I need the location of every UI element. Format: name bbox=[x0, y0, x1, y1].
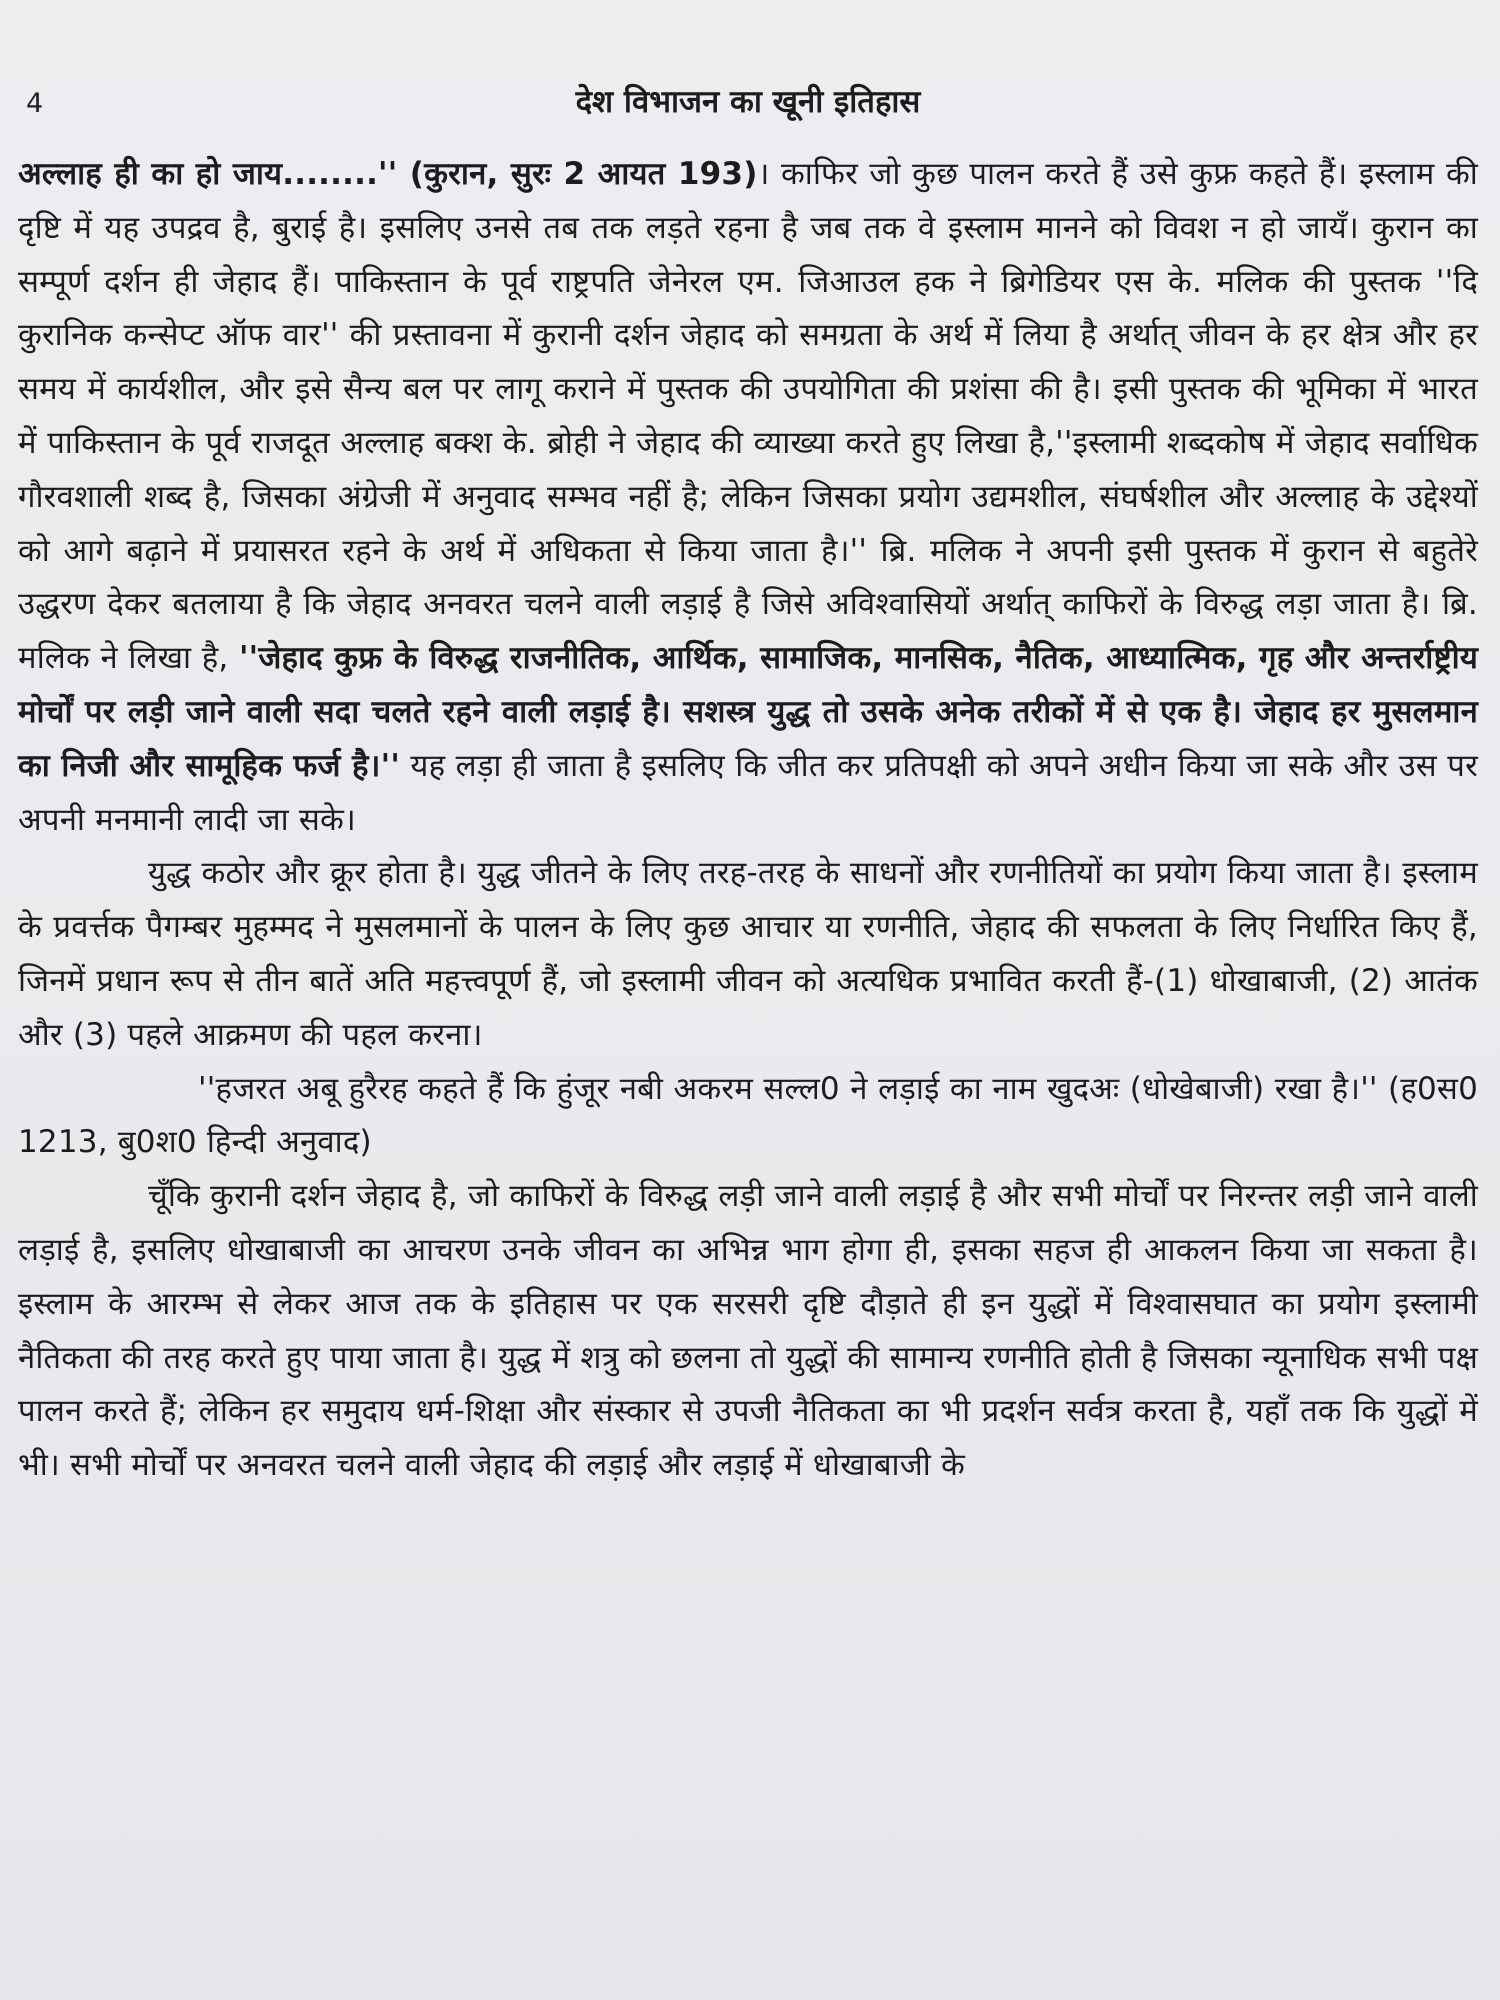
quran-citation: अल्लाह ही का हो जाय........'' (कुरान, सुरः 2 आयत 193) bbox=[18, 156, 758, 192]
paragraph-2: युद्ध कठोर और क्रूर होता है। युद्ध जीतने के लिए तरह-तरह के साधनों और रणनीतियों का प्रयोग किया जाता है। इस्लाम के प्रवर्त्तक पैगम्बर मुहम्मद ने मुसलमानों के पालन के लिए कुछ आचार या रणनीति, जेहाद की सफलता के लिए निर्धारित किए हैं, जिनमें प्रधान रूप से तीन बातें अति महत्त्वपूर्ण हैं, जो इस्लामी जीवन को अत्यधिक प्रभावित करती हैं-(1) धोखाबाजी, (2) आतंक और (3) पहले आक्रमण की पहल करना। bbox=[18, 855, 1478, 1053]
paragraph-1-text: । काफिर जो कुछ पालन करते हैं उसे कुफ्र कहते हैं। इस्लाम की दृष्टि में यह उपद्रव है, बुराई है। इसलिए उनसे तब तक लड़ते रहना है जब तक वे इस्लाम मानने को विवश न हो जायँ। कुरान का सम्पूर्ण दर्शन ही जेहाद हैं। पाकिस्तान के पूर्व राष्ट्रपति जेनेरल एम. जिआउल हक ने ब्रिगेडियर एस के. मलिक की पुस्तक ''दि कुरानिक कन्सेप्ट ऑफ वार'' की प्रस्तावना में कुरानी दर्शन जेहाद को समग्रता के अर्थ में लिया है अर्थात् जीवन के हर क्षेत्र और हर समय में कार्यशील, और इसे सैन्य बल पर लागू कराने में पुस्तक की उपयोगिता की प्रशंसा की है। इसी पुस्तक की भूमिका में भारत में पाकिस्तान के पूर्व राजदूत अल्लाह बक्श के. ब्रोही ने जेहाद की व्याख्या करते हुए लिखा है,''इस्लामी शब्दकोष में जेहाद सर्वाधिक गौरवशाली शब्द है, जिसका अंग्रेजी में अनुवाद सम्भव नहीं है; लेकिन जिसका प्रयोग उद्यमशील, संघर्षशील और अल्लाह के उद्देश्यों को आगे बढ़ाने में प्रयासरत रहने के अर्थ में अधिकता से किया जाता है।'' ब्रि. मलिक ने अपनी इसी पुस्तक में कुरान से बहुतेरे उद्धरण देकर बतलाया है कि जेहाद अनवरत चलने वाली लड़ाई है जिसे अविश्वासियों अर्थात् काफिरों के विरुद्ध लड़ा जाता है। ब्रि. मलिक ने लिखा है, bbox=[18, 156, 1478, 677]
paragraph-3: चूँकि कुरानी दर्शन जेहाद है, जो काफिरों के विरुद्ध लड़ी जाने वाली लड़ाई है और सभी मोर्चों पर निरन्तर लड़ी जाने वाली लड़ाई है, इसलिए धोखाबाजी का आचरण उनके जीवन का अभिन्न भाग होगा ही, इसका सहज ही आकलन किया जा सकता है। इस्लाम के आरम्भ से लेकर आज तक के इतिहास पर एक सरसरी दृष्टि दौड़ाते ही इन युद्धों में विश्वासघात का प्रयोग इस्लामी नैतिकता की तरह करते हुए पाया जाता है। युद्ध में शत्रु को छलना तो युद्धों की सामान्य रणनीति होती है जिसका न्यूनाधिक सभी पक्ष पालन करते हैं; लेकिन हर समुदाय धर्म-शिक्षा और संस्कार से उपजी नैतिकता का भी प्रदर्शन सर्वत्र करता है, यहाँ तक कि युद्धों में भी। सभी मोर्चों पर अनवरत चलने वाली जेहाद की लड़ाई और लड़ाई में धोखाबाजी के bbox=[18, 1178, 1478, 1484]
page-header bbox=[18, 0, 1478, 150]
malik-quote: ''जेहाद कुफ्र के विरुद्ध राजनीतिक, आर्थिक, सामाजिक, मानसिक, नैतिक, आध्यात्मिक, गृह और अन्तर्राष्ट्रीय मोर्चों पर लड़ी जाने वाली सदा चलते रहने वाली लड़ाई है। सशस्त्र युद्ध तो उसके अनेक तरीकों में से एक है। जेहाद हर मुसलमान का निजी और सामूहिक फर्ज है।'' bbox=[18, 640, 1478, 784]
hadith-quote: ''हजरत अबू हुरैरह कहते हैं कि हुंजूर नबी अकरम सल्ल0 ने लड़ाई का नाम खुदअः (धोखेबाजी) रखा है।'' (ह0स0 1213, बु0श0 हिन्दी अनुवाद) bbox=[18, 1070, 1478, 1161]
paragraph-1-tail: यह लड़ा ही जाता है इसलिए कि जीत कर प्रतिपक्षी को अपने अधीन किया जा सके और उस पर अपनी मनमानी लादी जा सके। bbox=[18, 747, 1478, 838]
running-title: देश विभाजन का खूनी इतिहास bbox=[575, 84, 921, 120]
body-text bbox=[18, 148, 1478, 1493]
paragraph-1 bbox=[18, 148, 1478, 847]
page-number: 4 bbox=[26, 88, 44, 119]
